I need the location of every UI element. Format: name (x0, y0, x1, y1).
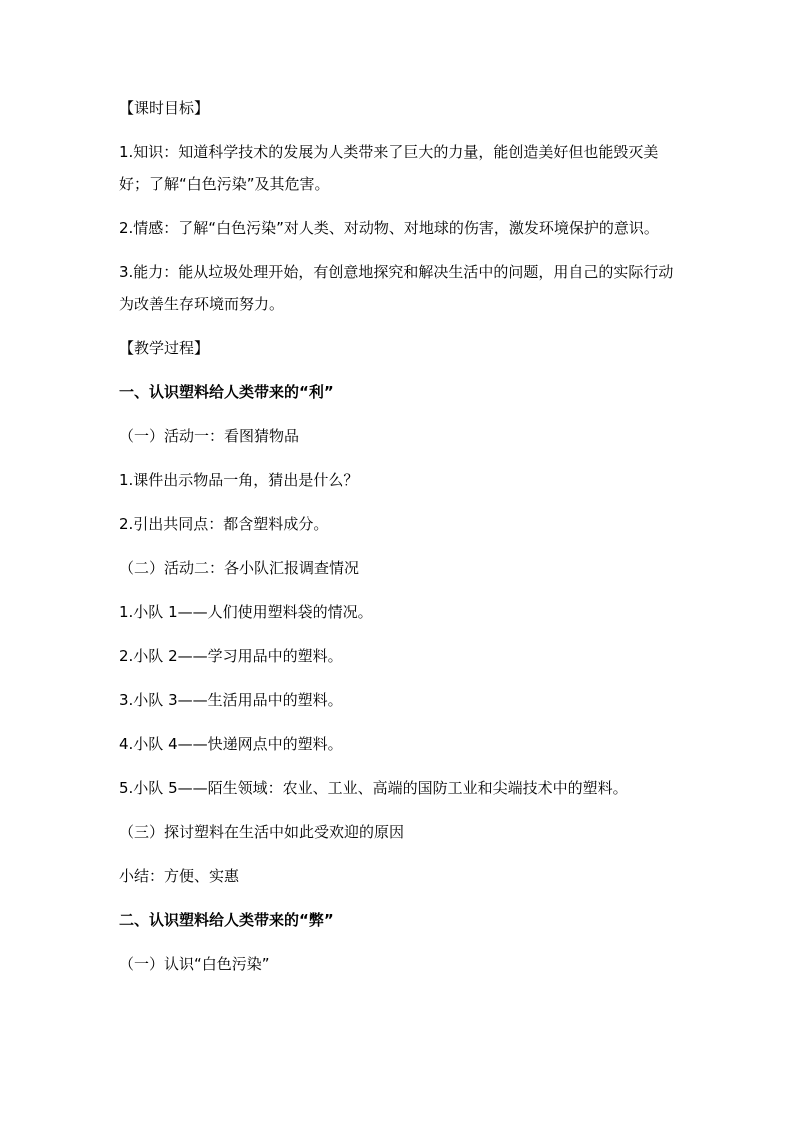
part-two-heading: 二、认识塑料给人类带来的“弊” (119, 911, 334, 929)
team-report-5: 5.小队 5——陌生领域：农业、工业、高端的国防工业和尖端技术中的塑料。 (119, 779, 628, 797)
white-pollution-title: （一）认识“白色污染” (119, 955, 270, 973)
goal-emotion: 2.情感：了解“白色污染”对人类、对动物、对地球的伤害，激发环境保护的意识。 (119, 219, 659, 237)
summary-line: 小结：方便、实惠 (119, 867, 240, 885)
goal-knowledge: 1.知识：知道科学技术的发展为人类带来了巨大的力量，能创造美好但也能毁灭美好；了解“白色污染”及其危害。 (119, 143, 659, 193)
team-report-4: 4.小队 4——快递网点中的塑料。 (119, 735, 343, 753)
activity-one-step-2: 2.引出共同点：都含塑料成分。 (119, 515, 329, 533)
team-report-2: 2.小队 2——学习用品中的塑料。 (119, 647, 343, 665)
activity-one-step-1: 1.课件出示物品一角，猜出是什么？ (119, 471, 359, 489)
activity-three-title: （三）探讨塑料在生活中如此受欢迎的原因 (119, 823, 405, 841)
activity-one-title: （一）活动一：看图猜物品 (119, 427, 300, 445)
section-heading-teaching-process: 【教学过程】 (119, 339, 210, 357)
activity-two-title: （二）活动二：各小队汇报调查情况 (119, 559, 360, 577)
team-report-3: 3.小队 3——生活用品中的塑料。 (119, 691, 343, 709)
goal-ability: 3.能力：能从垃圾处理开始，有创意地探究和解决生活中的问题，用自己的实际行动为改善生存环境而努力。 (119, 263, 674, 313)
document-body (119, 97, 675, 997)
team-report-1: 1.小队 1——人们使用塑料袋的情况。 (119, 603, 373, 621)
part-one-heading: 一、认识塑料给人类带来的“利” (119, 383, 334, 401)
section-heading-lesson-goals: 【课时目标】 (119, 99, 210, 117)
